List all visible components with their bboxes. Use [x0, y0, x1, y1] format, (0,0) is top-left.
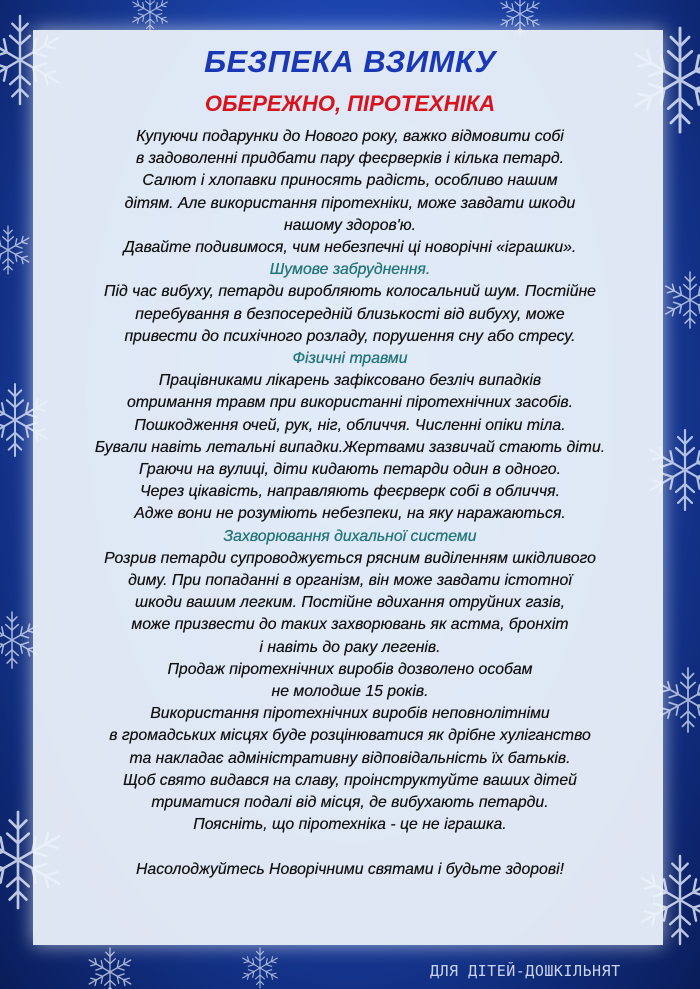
- text-line: Пошкодження очей, рук, ніг, обличчя. Численні опіки тіла.: [134, 416, 566, 434]
- text-line: дітям. Але використання піротехніки, може завдати шкоди: [124, 194, 576, 212]
- text-line: Салют і хлопавки приносять радість, особливо нашим: [142, 172, 558, 190]
- text-line: не молодше 15 років.: [271, 683, 429, 701]
- body-text: [20, 126, 680, 881]
- text-line: і навіть до раку легенів.: [259, 638, 441, 656]
- snowflake-icon: [87, 948, 134, 989]
- text-line: отримання травм при використанні піротехнічних засобів.: [126, 394, 573, 412]
- text-line: привести до психічного розладу, порушення сну або стресу.: [124, 327, 576, 345]
- text-line: шкоди вашим легким. Постійне вдихання отруйних газів,: [134, 594, 565, 612]
- text-line: Бували навіть летальні випадки.Жертвами зазвичай стають діти.: [94, 438, 606, 456]
- text-line: Працівниками лікарень зафіксовано безліч випадків: [158, 372, 542, 390]
- section-heading: Фізичні травми: [292, 350, 408, 368]
- text-line: може призвести до таких захворювань як астма, бронхіт: [131, 616, 569, 634]
- text-line: нашому здоров'ю.: [283, 216, 417, 234]
- text-line: Адже вони не розуміють небезпеки, на яку наражаються.: [134, 505, 566, 523]
- text-line: Давайте подивимося, чим небезпечні ці новорічні «іграшки».: [123, 239, 577, 257]
- text-line: в громадських місцях буде розцінюватися як дрібне хуліганство: [109, 727, 591, 745]
- watermark: ДЛЯ ДІТЕЙ-ДОШКІЛЬНЯТ: [430, 962, 621, 980]
- section-heading: Шумове забруднення.: [269, 261, 431, 279]
- text-line: Під час вибуху, петарди виробляють колосальний шум. Постійне: [104, 283, 596, 301]
- snowflake-icon: [130, 0, 169, 32]
- text-line: Купуючи подарунки до Нового року, важко відмовити собі: [136, 128, 564, 145]
- text-line: Продаж піротехнічних виробів дозволено особам: [167, 660, 533, 678]
- text-line: перебування в безпосередній близькості від вибуху, може: [135, 305, 565, 323]
- text-line: Використання піротехнічних виробів неповнолітніми: [150, 705, 550, 723]
- text-line: диму. При попаданні в організм, він може завдати істотної: [128, 572, 572, 590]
- text-line: Розрив петарди супроводжується рясним виділенням шкідливого: [104, 549, 596, 567]
- page-subtitle: ОБЕРЕЖНО, ПІРОТЕХНІКА: [204, 91, 496, 116]
- text-line: в задоволенні придбати пару феєрверків і кілька петард.: [136, 150, 564, 168]
- closing-line: Насолоджуйтесь Новорічними святами і будьте здорові!: [136, 860, 564, 878]
- section-heading: Захворювання дихальної системи: [223, 527, 477, 545]
- text-line: Через цікавість, направляють феєрверк собі в обличчя.: [140, 483, 560, 501]
- snowflake-icon: [240, 948, 279, 988]
- text-line: Граючи на вулиці, діти кидають петарди один в одного.: [139, 461, 561, 479]
- page-title: БЕЗПЕКА ВЗИМКУ: [204, 44, 496, 79]
- text-line: триматися подалі від місця, де вибухають петарди.: [151, 794, 549, 812]
- text-line: Поясніть, що піротехніка - це не іграшка.: [193, 816, 507, 834]
- text-line: та накладає адміністративну відповідальність їх батьків.: [129, 749, 571, 767]
- text-line: Щоб свято видався на славу, проінструктуйте ваших дітей: [123, 771, 577, 789]
